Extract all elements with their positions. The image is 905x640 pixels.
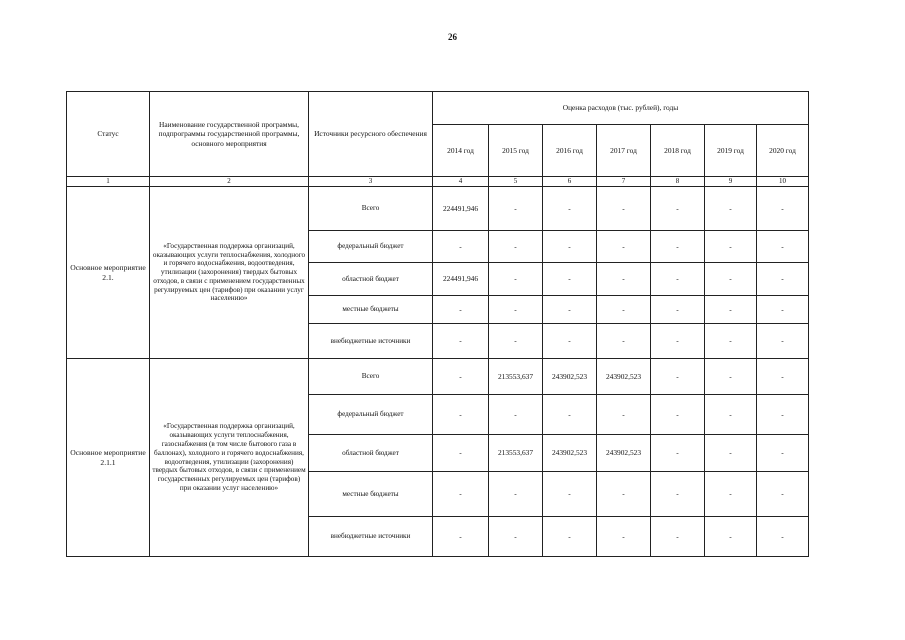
value-cell: 224491,946 — [433, 263, 489, 296]
value-cell: - — [705, 296, 757, 324]
value-cell: - — [597, 395, 651, 435]
value-cell: - — [489, 517, 543, 557]
value-cell: - — [489, 231, 543, 263]
header-estimate: Оценка расходов (тыс. рублей), годы — [433, 92, 809, 125]
value-cell: - — [705, 231, 757, 263]
value-cell: - — [757, 395, 809, 435]
source-cell: местные бюджеты — [309, 296, 433, 324]
value-cell: - — [651, 187, 705, 231]
value-cell: - — [597, 324, 651, 359]
header-status: Статус — [67, 92, 150, 177]
value-cell: - — [433, 324, 489, 359]
source-cell: внебюджетные источники — [309, 324, 433, 359]
value-cell: - — [489, 187, 543, 231]
value-cell: - — [705, 395, 757, 435]
value-cell: - — [433, 517, 489, 557]
header-year: 2020 год — [757, 125, 809, 177]
value-cell: - — [489, 472, 543, 517]
value-cell: - — [757, 296, 809, 324]
value-cell: - — [651, 263, 705, 296]
value-cell: - — [433, 231, 489, 263]
value-cell: 224491,946 — [433, 187, 489, 231]
value-cell: - — [433, 472, 489, 517]
column-number: 6 — [543, 177, 597, 187]
header-source: Источники ресурсного обеспечения — [309, 92, 433, 177]
source-cell: федеральный бюджет — [309, 231, 433, 263]
table-row — [67, 359, 809, 395]
value-cell: - — [543, 263, 597, 296]
column-number: 8 — [651, 177, 705, 187]
value-cell: 243902,523 — [597, 359, 651, 395]
value-cell: - — [705, 359, 757, 395]
value-cell: - — [757, 187, 809, 231]
value-cell: - — [489, 324, 543, 359]
value-cell: - — [433, 435, 489, 472]
value-cell: - — [705, 435, 757, 472]
page-number: 26 — [448, 32, 457, 42]
column-number: 9 — [705, 177, 757, 187]
value-cell: - — [597, 517, 651, 557]
source-cell: областной бюджет — [309, 435, 433, 472]
value-cell: 243902,523 — [597, 435, 651, 472]
value-cell: - — [543, 472, 597, 517]
value-cell: - — [597, 263, 651, 296]
value-cell: - — [489, 395, 543, 435]
value-cell: - — [705, 263, 757, 296]
value-cell: - — [651, 435, 705, 472]
source-cell: Всего — [309, 187, 433, 231]
value-cell: - — [705, 324, 757, 359]
source-cell: внебюджетные источники — [309, 517, 433, 557]
value-cell: - — [757, 359, 809, 395]
column-number: 1 — [67, 177, 150, 187]
value-cell: - — [651, 324, 705, 359]
header-year: 2019 год — [705, 125, 757, 177]
resource-table — [66, 91, 809, 557]
value-cell: - — [651, 395, 705, 435]
value-cell: - — [597, 187, 651, 231]
source-cell: областной бюджет — [309, 263, 433, 296]
header-name: Наименование государственной программы, подпрограммы государственной программы, основного мероприятия — [150, 92, 309, 177]
header-year: 2016 год — [543, 125, 597, 177]
value-cell: - — [597, 296, 651, 324]
value-cell: - — [543, 324, 597, 359]
value-cell: - — [651, 517, 705, 557]
value-cell: - — [705, 187, 757, 231]
column-number: 7 — [597, 177, 651, 187]
value-cell: - — [543, 231, 597, 263]
status-cell: Основное мероприятие 2.1. — [67, 187, 150, 359]
value-cell: - — [543, 296, 597, 324]
value-cell: - — [597, 472, 651, 517]
value-cell: 213553,637 — [489, 435, 543, 472]
value-cell: - — [597, 231, 651, 263]
source-cell: федеральный бюджет — [309, 395, 433, 435]
column-number: 10 — [757, 177, 809, 187]
value-cell: - — [651, 231, 705, 263]
value-cell: - — [651, 472, 705, 517]
column-number: 4 — [433, 177, 489, 187]
value-cell: - — [705, 472, 757, 517]
header-year: 2015 год — [489, 125, 543, 177]
header-year: 2018 год — [651, 125, 705, 177]
value-cell: - — [489, 296, 543, 324]
value-cell: - — [543, 187, 597, 231]
value-cell: - — [433, 395, 489, 435]
header-year: 2017 год — [597, 125, 651, 177]
value-cell: - — [543, 517, 597, 557]
value-cell: - — [757, 472, 809, 517]
column-number: 2 — [150, 177, 309, 187]
value-cell: - — [543, 395, 597, 435]
value-cell: - — [757, 517, 809, 557]
value-cell: - — [757, 263, 809, 296]
column-number: 3 — [309, 177, 433, 187]
table-row — [67, 187, 809, 231]
source-cell: Всего — [309, 359, 433, 395]
program-name-cell: «Государственная поддержка организаций, оказывающих услуги теплоснабжения, газоснабжения (в том числе бытового газа в баллонах), холодного и горячего водоснабжения, водоотведения, утилизации (захоронения) твердых бытовых отходов, в связи с применением государственных регулируемых цен (тарифов) при оказании услуг населению» — [150, 359, 309, 557]
value-cell: - — [757, 435, 809, 472]
value-cell: - — [651, 296, 705, 324]
column-number: 5 — [489, 177, 543, 187]
value-cell: - — [757, 231, 809, 263]
value-cell: 243902,523 — [543, 435, 597, 472]
value-cell: - — [433, 359, 489, 395]
value-cell: - — [705, 517, 757, 557]
status-cell: Основное мероприятие 2.1.1 — [67, 359, 150, 557]
value-cell: 213553,637 — [489, 359, 543, 395]
value-cell: - — [433, 296, 489, 324]
program-name-cell: «Государственная поддержка организаций, оказывающих услуги теплоснабжения, холодного и горячего водоснабжения, водоотведения, утилизации (захоронения) твердых бытовых отходов, в связи с применением государственных регулируемых цен (тарифов) при оказании услуг населению» — [150, 187, 309, 359]
value-cell: 243902,523 — [543, 359, 597, 395]
header-year: 2014 год — [433, 125, 489, 177]
source-cell: местные бюджеты — [309, 472, 433, 517]
value-cell: - — [489, 263, 543, 296]
value-cell: - — [651, 359, 705, 395]
value-cell: - — [757, 324, 809, 359]
